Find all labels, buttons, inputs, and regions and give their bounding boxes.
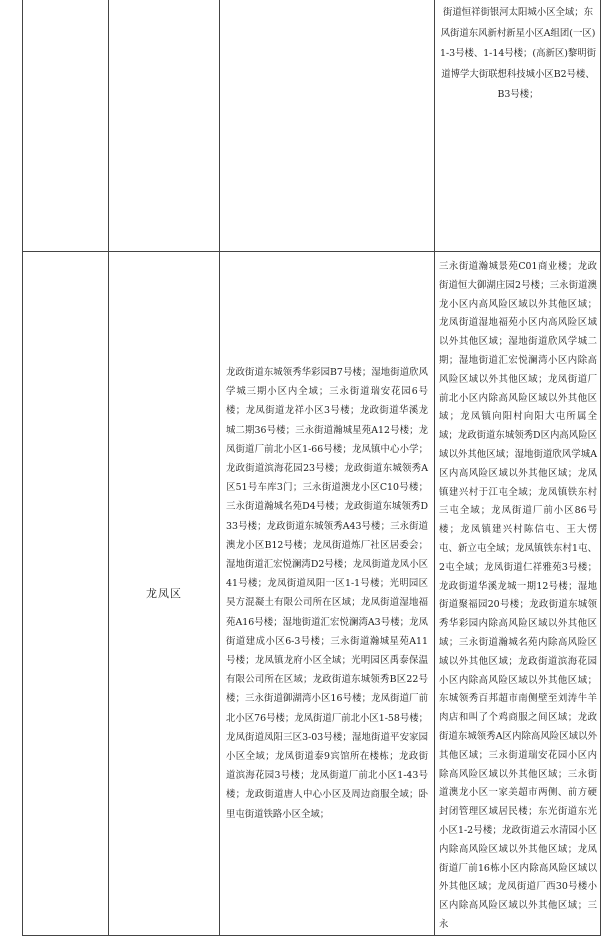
table-row: [23, 0, 601, 252]
blank-cell: [109, 0, 220, 252]
table-row: [23, 252, 601, 936]
district-name: 龙凤区: [146, 587, 182, 601]
blank-cell: [23, 0, 109, 252]
district-name-cell: [109, 252, 220, 936]
control-area-text: 三永街道瀚城景苑C01商业楼；龙政街道恒大御湖庄园2号楼；三永街道澳龙小区内高风险区域以外其他区域；龙凤街道湿地福苑小区内高风险区域以外其他区域；湿地街道欣风学城二期；湿地街道汇宏悦澜湾小区内除高风险区域以外其他区域；龙凤街道厂前北小区内除高风险区域以外其他区域；龙凤镇向阳村向阳大屯所属全域；龙政街道东城领秀D区内高风险区域以外其他区域；湿地街道欣风学城A区内高风险区域以外其他区域；龙凤镇建兴村于江屯全域；龙凤镇铁东村三屯全域；龙凤街道厂前小区86号楼；龙凤镇建兴村陈信屯、王大愣屯、新立屯全域；龙凤镇铁东村1屯、2屯全域；龙凤街道仁祥雅苑3号楼；龙政街道华溪龙城一期12号楼；湿地街道聚福园20号楼；龙政街道东城领秀华彩园内除高风险区域以外其他区域；三永街道瀚城名苑内除高风险区域以外其他区域；龙政街道滨海花园小区内除高风险区域以外其他区域；东城领秀百邦超市南侧壁至刘涛牛羊肉店和叫了个鸡商服之间区域；龙政街道东城领秀A区内除高风险区域以外其他区域；三永街道瑞安花园小区内除高风险区域以外其他区域；三永街道澳龙小区一家美超市两侧、前方硬封闭管理区域居民楼；东光街道东光小区1-2号楼；龙政街道云水清园小区内除高风险区域以外其他区域；龙凤街道厂前16栋小区内除高风险区域以外其他区域；龙凤街道厂西30号楼小区内除高风险区域以外其他区域；三永: [439, 261, 597, 930]
control-area-cell: [435, 0, 601, 252]
control-area-cell: [435, 252, 601, 936]
risk-area-table: [22, 0, 601, 936]
blank-cell: [23, 252, 109, 936]
blank-cell: [220, 0, 435, 252]
control-area-text-continued: 街道恒祥街银河太阳城小区全域；东风街道东风新村新星小区A组团(一区)1-3号楼、1-14号楼；(高新区)黎明街道博学大街联想科技城小区B2号楼、B3号楼；: [440, 7, 596, 101]
low-risk-area-cell: [220, 252, 435, 936]
low-risk-area-text: 龙政街道东城领秀华彩园B7号楼；湿地街道欣风学城三期小区内全域；三永街道瑞安花园6号楼；龙凤街道龙祥小区3号楼；龙政街道华溪龙城二期36号楼；三永街道瀚城星苑A12号楼；龙凤街道厂前北小区1-66号楼；龙凤镇中心小学；龙政街道滨海花园23号楼；龙政街道东城领秀A区51号车库3门；三永街道澳龙小区C10号楼；三永街道瀚城名苑D4号楼；龙政街道东城领秀D33号楼；龙政街道东城领秀A43号楼；三永街道澳龙小区B12号楼；龙凤街道炼厂社区居委会；湿地街道汇宏悦澜湾D2号楼；龙凤街道龙凤小区41号楼；龙凤街道凤阳一区1-1号楼；光明园区昊方混凝土有限公司所在区域；龙凤街道湿地福苑A16号楼；湿地街道汇宏悦澜湾A3号楼；龙凤街道建成小区6-3号楼；三永街道瀚城星苑A11号楼；龙凤镇龙府小区全域；光明园区禹泰保温有限公司所在区域；龙政街道东城领秀B区22号楼；三永街道御湖湾小区16号楼；龙凤街道厂前北小区76号楼；龙凤街道厂前北小区1-58号楼；龙凤街道凤阳三区3-03号楼；湿地街道平安家园小区全域；龙凤街道泰9宾馆所在楼栋；龙政街道滨海花园3号楼；龙凤街道厂前北小区1-43号楼；龙政街道唐人中心小区及周边商服全域；卧里屯街道铁路小区全域；: [226, 366, 428, 820]
